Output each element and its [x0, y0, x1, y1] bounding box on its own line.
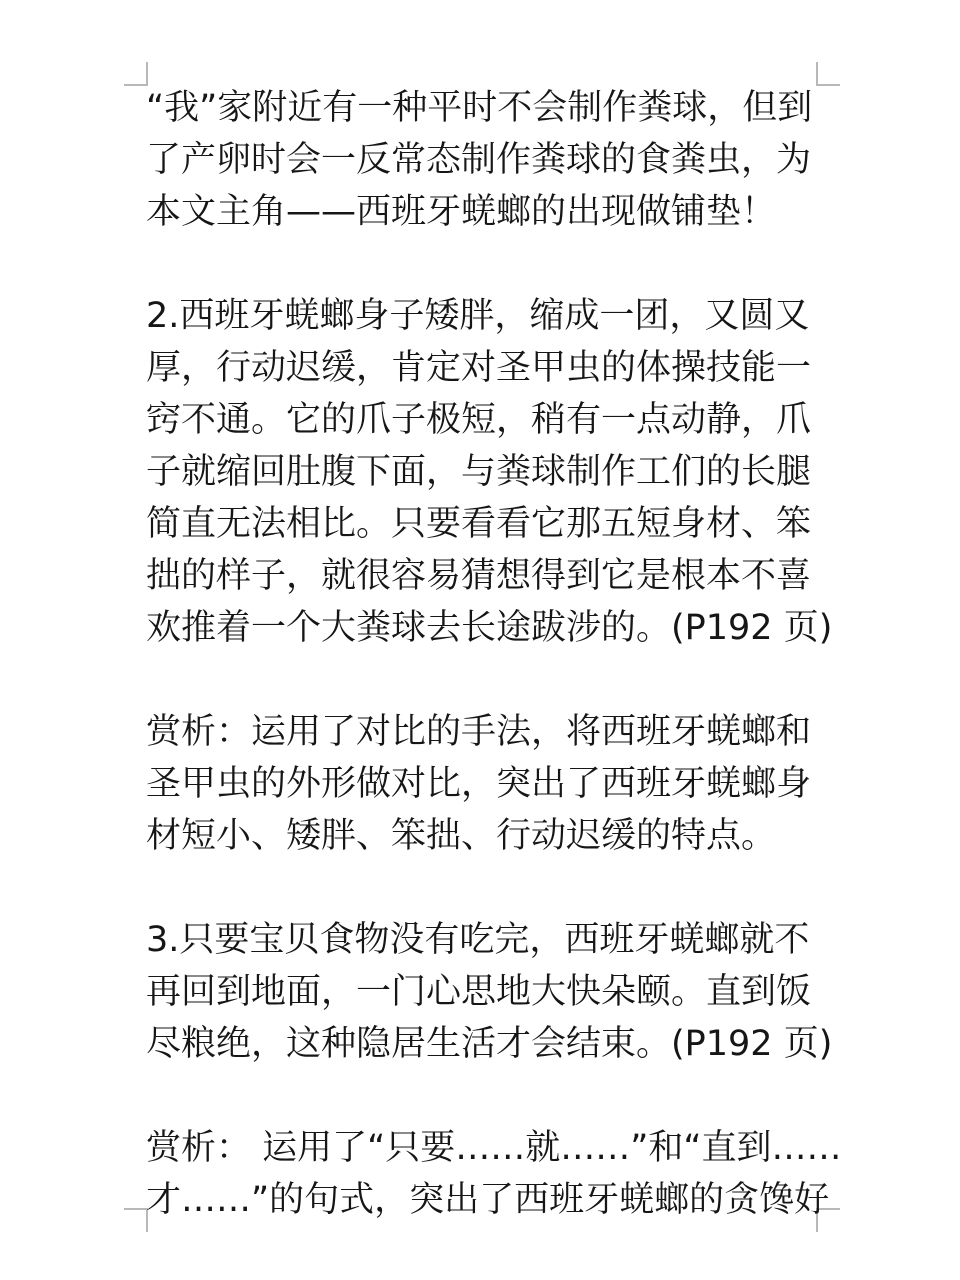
text-line: 欢推着一个大粪球去长途跋涉的。(P192 页): [146, 608, 833, 648]
text-line: 赏析：运用了对比的手法，将西班牙蜣螂和: [146, 712, 812, 752]
paragraph-analysis-2: [146, 706, 822, 862]
text-line: 子就缩回肚腹下面，与粪球制作工们的长腿: [146, 452, 812, 492]
paragraph-item-2: [146, 290, 833, 654]
paragraph-spacer: [146, 1070, 822, 1122]
text-line: 再回到地面，一门心思地大快朵颐。直到饭: [146, 972, 812, 1012]
text-line: 本文主角——西班牙蜣螂的出现做铺垫！: [146, 192, 777, 232]
paragraph-analysis-3: [146, 1122, 842, 1226]
text-line: 拙的样子，就很容易猜想得到它是根本不喜: [146, 556, 812, 596]
text-line: 窍不通。它的爪子极短，稍有一点动静，爪: [146, 400, 812, 440]
page-corner-mark-bottom-left: [124, 1208, 148, 1232]
page-corner-mark-top-left: [124, 62, 148, 86]
paragraph-spacer: [146, 238, 822, 290]
paragraph-intro: [146, 82, 822, 238]
text-line: 圣甲虫的外形做对比，突出了西班牙蜣螂身: [146, 764, 812, 804]
document-page: [146, 82, 842, 1226]
text-line: 赏析： 运用了“只要……就……”和“直到……: [146, 1128, 842, 1168]
text-line: 材短小、矮胖、笨拙、行动迟缓的特点。: [146, 816, 777, 856]
paragraph-item-3: [146, 914, 833, 1070]
text-line: 了产卵时会一反常态制作粪球的食粪虫，为: [146, 140, 812, 180]
text-line: 2.西班牙蜣螂身子矮胖，缩成一团，又圆又: [146, 296, 810, 336]
paragraph-spacer: [146, 654, 822, 706]
text-line: 简直无法相比。只要看看它那五短身材、笨: [146, 504, 812, 544]
paragraph-spacer: [146, 862, 822, 914]
text-line: 尽粮绝，这种隐居生活才会结束。(P192 页): [146, 1024, 833, 1064]
text-line: 才……”的句式，突出了西班牙蜣螂的贪馋好: [146, 1180, 830, 1220]
text-line: “我”家附近有一种平时不会制作粪球，但到: [146, 88, 813, 128]
text-line: 厚，行动迟缓，肯定对圣甲虫的体操技能一: [146, 348, 812, 388]
text-line: 3.只要宝贝食物没有吃完，西班牙蜣螂就不: [146, 920, 810, 960]
